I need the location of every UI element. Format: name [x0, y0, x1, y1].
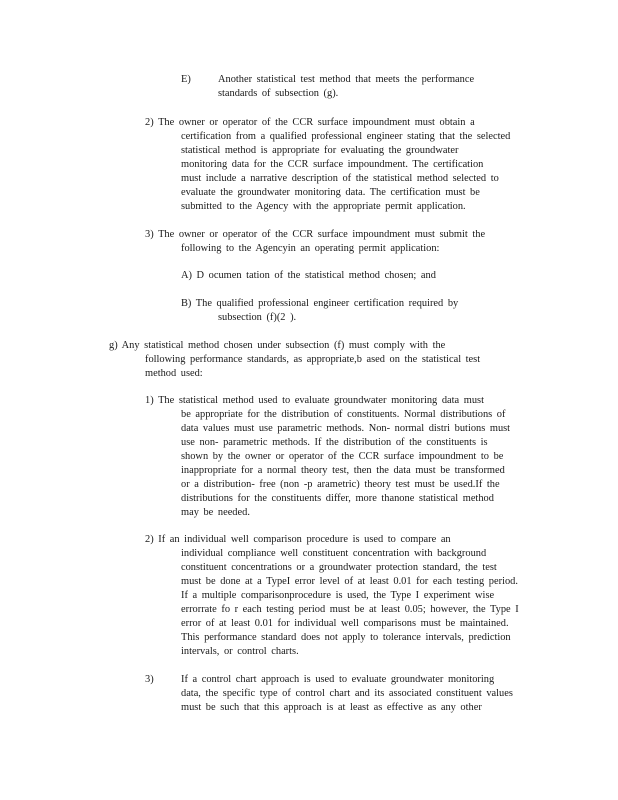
item-f2-line-2: certification from a qualified professional engineer stating that the selected [181, 131, 511, 142]
item-f2-line-3: statistical method is appropriate for evaluating the groundwater [181, 145, 459, 156]
item-f3-line-2: following to the Agencyin an operating permit application: [181, 243, 440, 254]
item-g1-line-9: may be needed. [181, 507, 250, 518]
item-f2-line-6: evaluate the groundwater monitoring data. The certification must be [181, 187, 480, 198]
item-e-line-2: standards of subsection (g). [218, 88, 339, 99]
item-g1-line-8: distributions for the constituents differ, more thanone statistical method [181, 493, 494, 504]
item-f3b-line-1: B) The qualified professional engineer certification required by [181, 298, 459, 309]
item-g2-line-3: constituent concentrations or a groundwater protection standard, the test [181, 562, 497, 573]
item-g3-line-1: If a control chart approach is used to evaluate groundwater monitoring [181, 674, 495, 685]
item-f2-line-7: submitted to the Agency with the appropriate permit application. [181, 201, 466, 212]
item-g1-line-4: use non- parametric methods. If the distribution of the constituents is [181, 437, 488, 448]
item-g2-line-5: If a multiple comparisonprocedure is used, the Type I experiment wise [181, 590, 495, 601]
item-g1-line-1: 1) The statistical method used to evaluate groundwater monitoring data must [145, 395, 484, 406]
item-g1-line-7: or a distribution- free (non -p arametric) theory test must be used.If the [181, 479, 500, 490]
item-g3-marker: 3) [145, 674, 154, 685]
item-g-line-1: g) Any statistical method chosen under subsection (f) must comply with the [109, 340, 446, 351]
item-g2-line-6: errorrate fo r each testing period must be at least 0.05; however, the Type I [181, 604, 519, 615]
item-g2-line-7: error of at least 0.01 for individual well comparisons must be maintained. [181, 618, 509, 629]
item-g2-line-9: intervals, or control charts. [181, 646, 299, 657]
item-f3a-line-1: A) D ocumen tation of the statistical method chosen; and [181, 270, 436, 281]
item-e-line-1: Another statistical test method that meets the performance [218, 74, 475, 85]
item-g2-line-1: 2) If an individual well comparison procedure is used to compare an [145, 534, 451, 545]
item-g2-line-4: must be done at a TypeI error level of at least 0.01 for each testing period. [181, 576, 518, 587]
item-g1-line-3: data values must use parametric methods. Non- normal distri butions must [181, 423, 511, 434]
item-g2-line-2: individual compliance well constituent concentration with background [181, 548, 487, 559]
item-g2-line-8: This performance standard does not apply to tolerance intervals, prediction [181, 632, 511, 643]
item-g3-line-3: must be such that this approach is at least as effective as any other [181, 702, 482, 713]
item-g3-line-2: data, the specific type of control chart and its associated constituent values [181, 688, 513, 699]
item-f3b-line-2: subsection (f)(2 ). [218, 312, 297, 323]
item-g-line-3: method used: [145, 368, 203, 379]
item-f3-line-1: 3) The owner or operator of the CCR surface impoundment must submit the [145, 229, 486, 240]
item-g-line-2: following performance standards, as appropriate,b ased on the statistical test [145, 354, 481, 365]
item-f2-line-4: monitoring data for the CCR surface impoundment. The certification [181, 159, 484, 170]
item-f2-line-1: 2) The owner or operator of the CCR surface impoundment must obtain a [145, 117, 475, 128]
item-e-marker: E) [181, 74, 191, 85]
item-g1-line-6: inappropriate for a normal theory test, then the data must be transformed [181, 465, 505, 476]
item-g1-line-5: shown by the owner or operator of the CCR surface impoundment to be [181, 451, 504, 462]
item-g1-line-2: be appropriate for the distribution of constituents. Normal distributions of [181, 409, 506, 420]
item-f2-line-5: must include a narrative description of the statistical method selected to [181, 173, 499, 184]
